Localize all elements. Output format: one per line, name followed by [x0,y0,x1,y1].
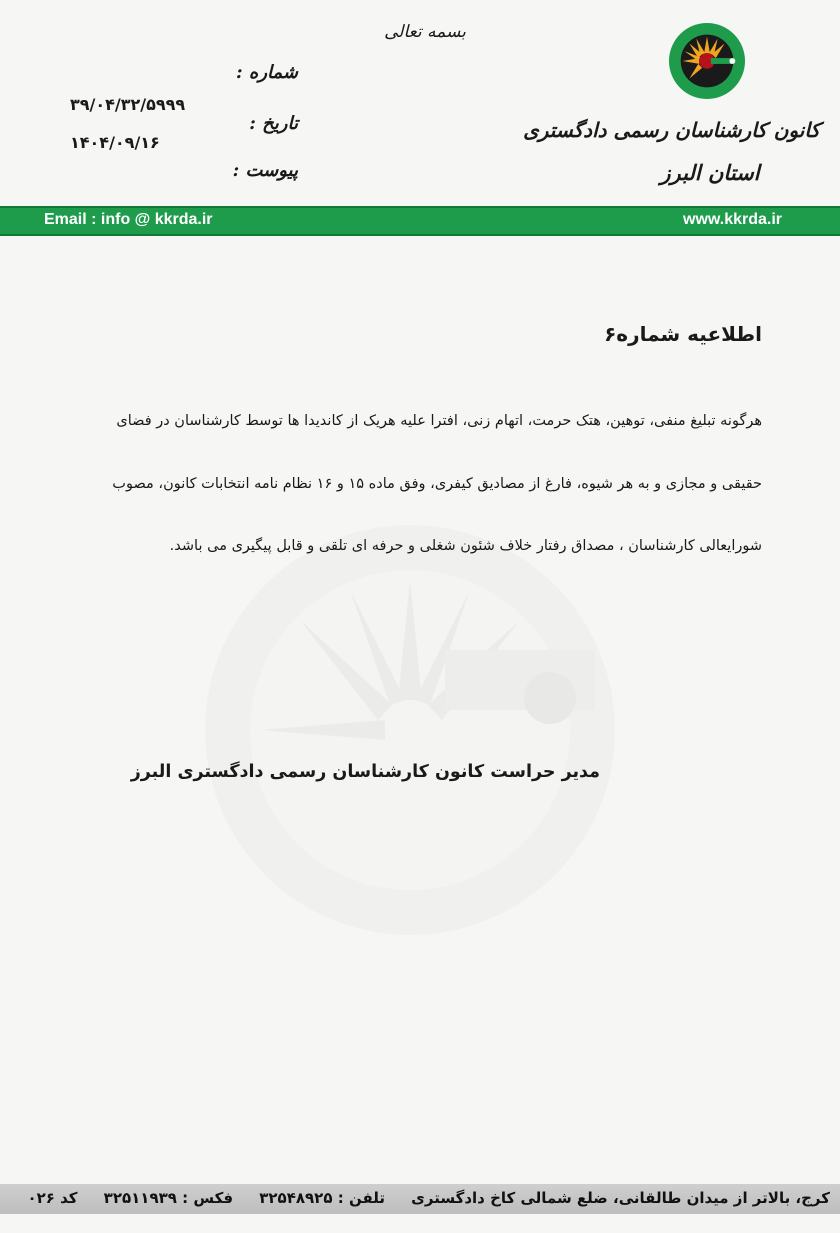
footer-address: کرج، بالاتر از میدان طالقانی، ضلع شمالی کاخ دادگستری [411,1189,830,1207]
organization-name: کانون کارشناسان رسمی دادگستری [523,118,820,142]
organization-logo-icon [668,22,746,100]
footer-band [0,1184,840,1214]
footer-phone: تلفن : ۳۲۵۴۸۹۲۵ [259,1189,385,1207]
organization-province: استان البرز [660,160,760,185]
notice-line-3: شورایعالی کارشناسان ، مصداق رفتار خلاف شئون شغلی و حرفه ای تلقی و قابل پیگیری می باشد. [169,538,762,554]
bismillah-heading: بسمه تعالی [384,22,466,42]
email-link[interactable]: Email : info @ kkrda.ir [44,211,213,228]
notice-line-2: حقیقی و مجازی و به هر شیوه، فارغ از مصادیق کیفری، وفق ماده ۱۵ و ۱۶ نظام نامه انتخابات کانون، مصوب [112,476,762,492]
signature-line: مدیر حراست کانون کارشناسان رسمی دادگستری البرز [130,762,600,782]
footer-contact [27,1189,830,1207]
date-value: ۱۴۰۴/۰۹/۱۶ [70,133,160,152]
notice-title: اطلاعیه شماره۶ [604,322,762,346]
logo-watermark-icon [130,520,670,940]
number-label: شماره : [235,62,298,83]
attachment-label: پیوست : [232,160,298,181]
contact-band [0,206,840,236]
website-link[interactable]: www.kkrda.ir [683,211,782,228]
number-value: ۳۹/۰۴/۳۲/۵۹۹۹ [70,95,186,114]
date-label: تاریخ : [249,113,298,134]
footer-fax: فکس : ۳۲۵۱۱۹۳۹ [103,1189,234,1207]
notice-line-1: هرگونه تبلیغ منفی، توهین، هتک حرمت، اتهام زنی، افترا علیه هریک از کاندیدا ها توسط کارشناسان در فضای [116,413,762,429]
footer-postal: کد ۰۲۶ [27,1189,78,1207]
